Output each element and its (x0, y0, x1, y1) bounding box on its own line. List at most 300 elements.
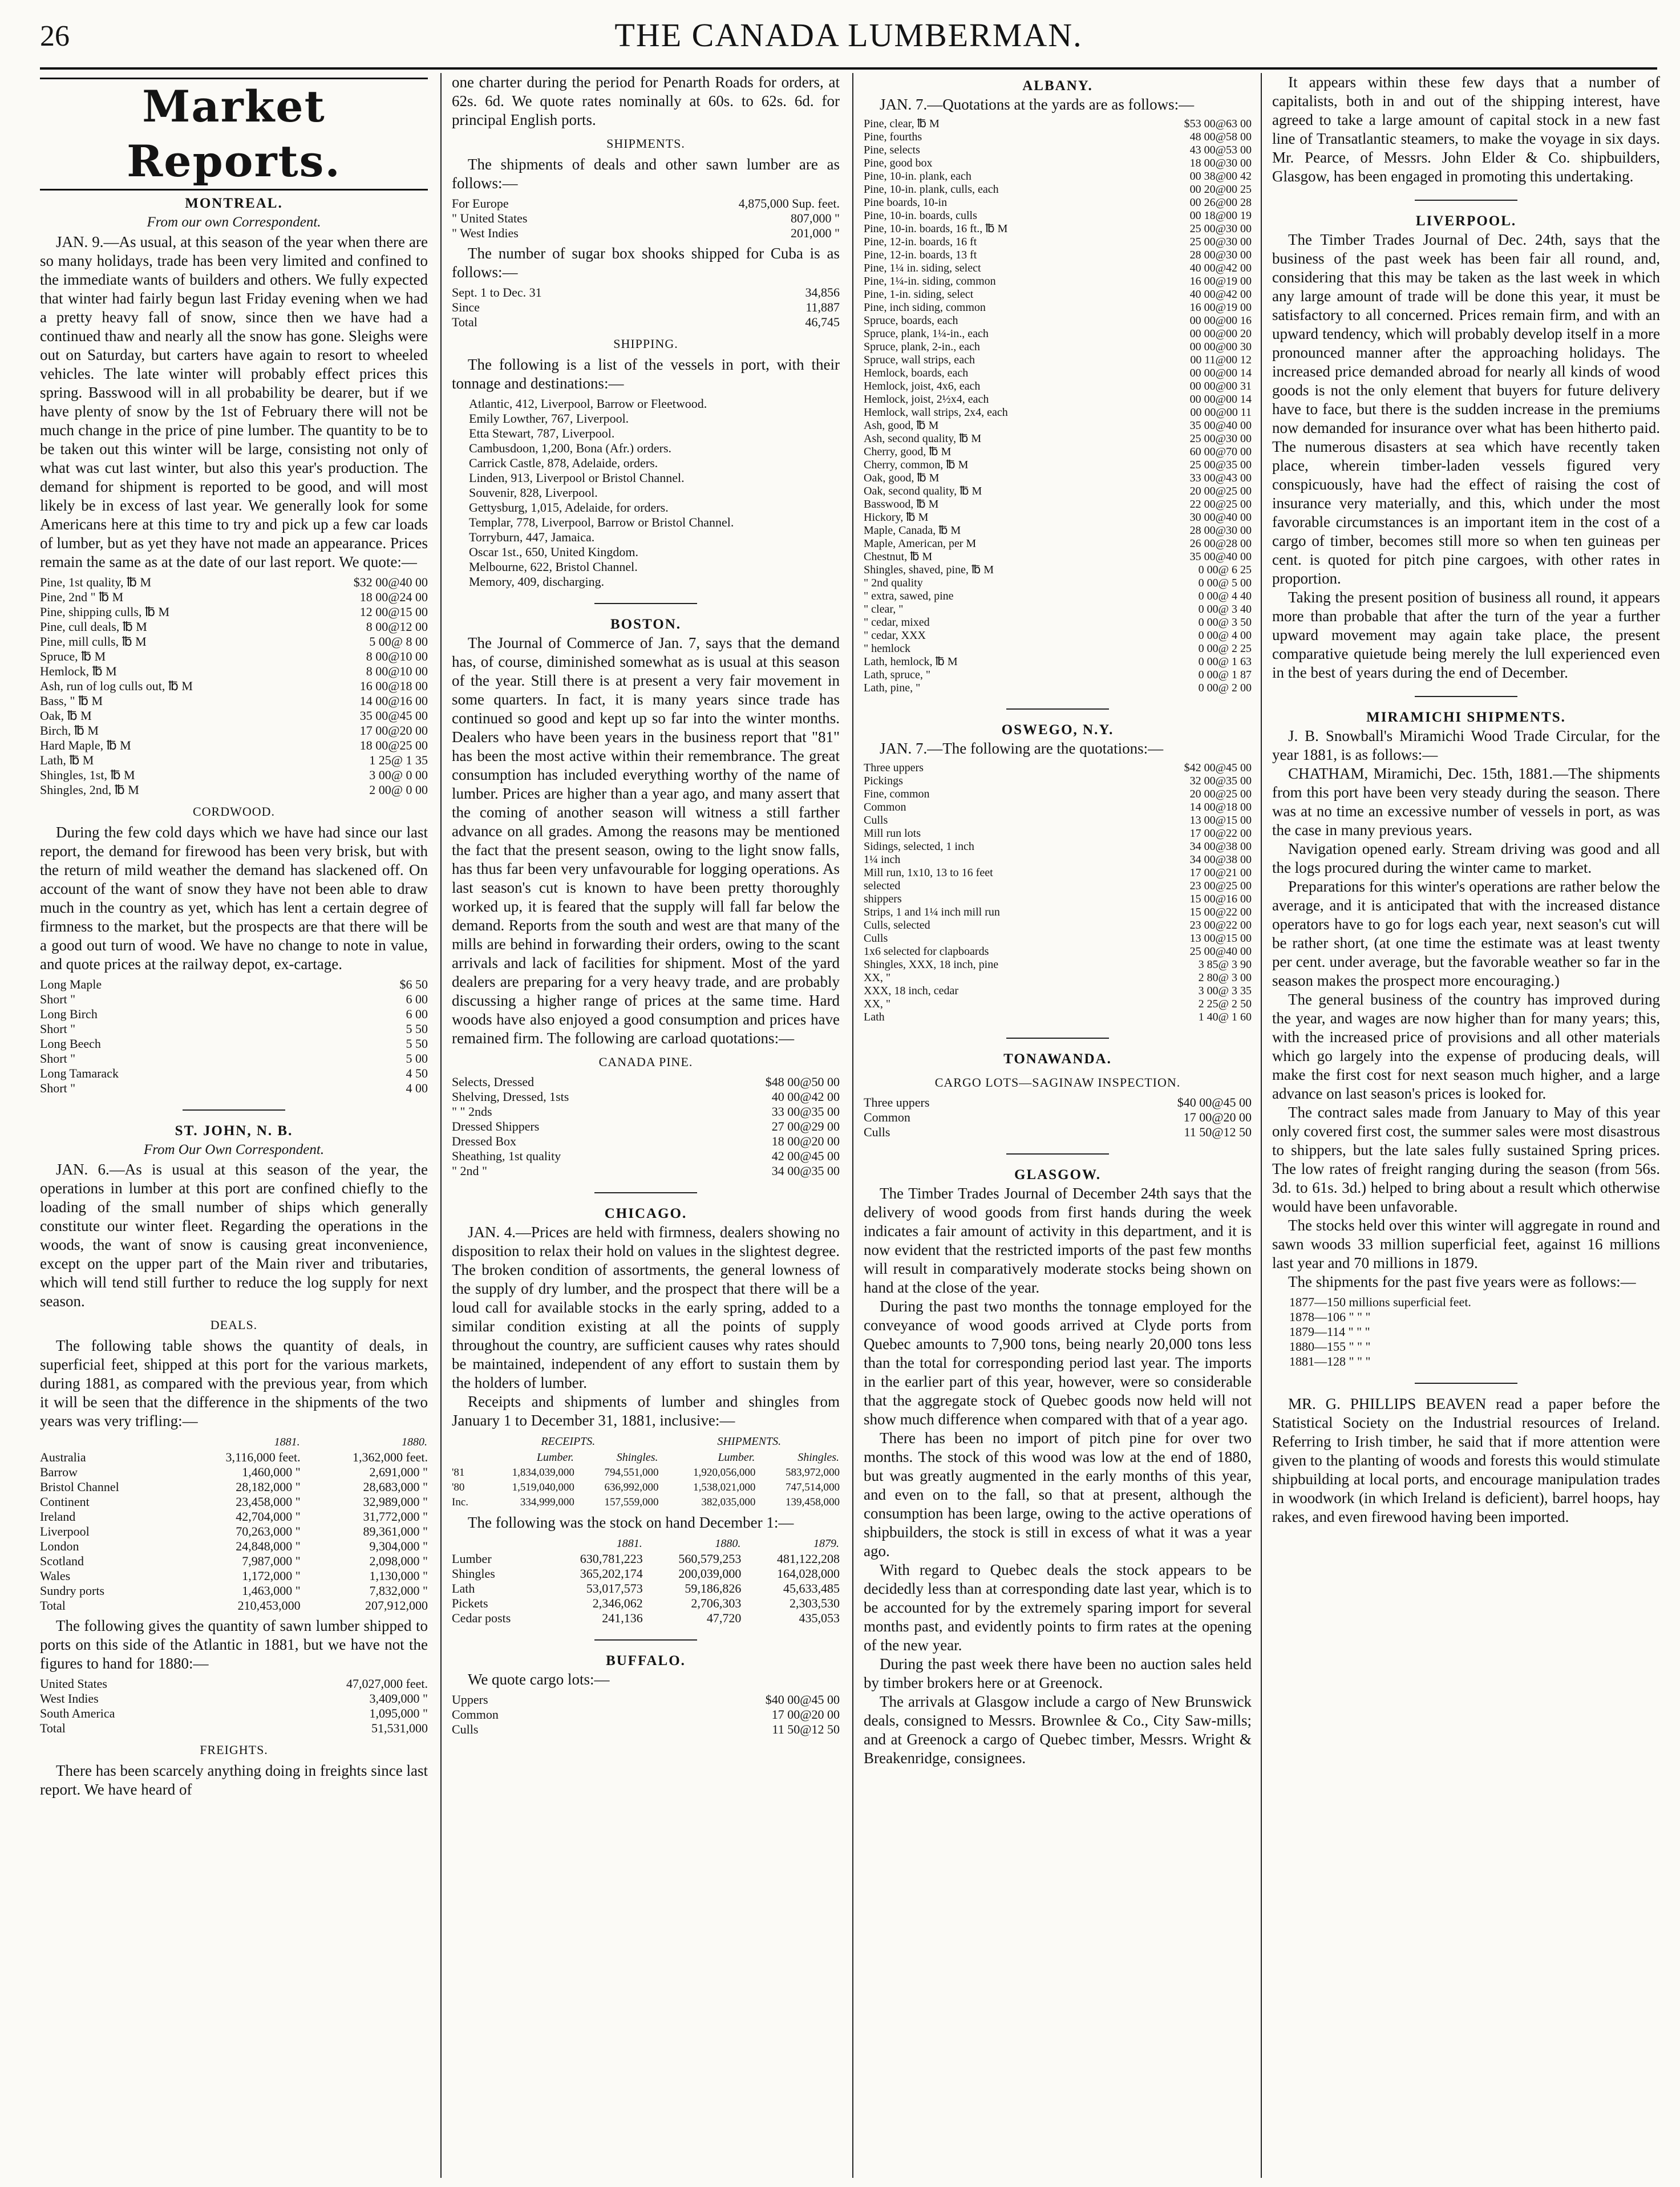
table-row (40, 753, 428, 768)
column-rule (852, 73, 853, 2178)
table-row (864, 906, 1252, 919)
list-item: 1879—114 " " " (1289, 1325, 1370, 1339)
list-item: Linden, 913, Liverpool or Bristol Channel. (469, 471, 685, 485)
table-row (864, 1011, 1252, 1024)
subsection-heading: FREIGHTS. (200, 1743, 268, 1757)
price-table-montreal (40, 575, 428, 797)
list-item: Memory, 409, discharging. (469, 574, 605, 589)
table-cell: Continent (40, 1495, 90, 1509)
table-row (864, 682, 1252, 695)
article-paragraph: With regard to Quebec deals the stock appears to be decidedly less than at corresponding date last year, which is to be accounted for by the extremely sparing import for several months past, and evidently points to firm rates at the opening of the new year. (864, 1561, 1252, 1654)
table-cell: 14 00@18 00 (1189, 801, 1252, 813)
table-cell: Spruce, plank, 2-in., each (864, 341, 980, 353)
table-cell: Pine, 10-in. boards, 16 ft., ℔ M (864, 222, 1008, 235)
table-cell: $40 00@45 00 (765, 1692, 840, 1707)
column-header: 1880. (402, 1436, 427, 1448)
column-rule (440, 73, 442, 2178)
table-cell: Bass, " ℔ M (40, 694, 103, 708)
table-cell: Spruce, wall strips, each (864, 354, 975, 366)
price-rows (40, 977, 428, 1096)
table-cell: 18 00@24 00 (359, 590, 428, 604)
table-row (864, 446, 1252, 459)
table-cell: Pickings (864, 775, 903, 787)
table-cell: 13 00@15 00 (1189, 932, 1252, 945)
table-cell: 31,772,000 " (363, 1509, 428, 1524)
five-year-list (1289, 1295, 1660, 1369)
article-paragraph: The following was the stock on hand December 1:— (468, 1514, 794, 1531)
table-cell: 32 00@35 00 (1189, 775, 1252, 787)
column-header: 1881. (274, 1436, 300, 1448)
table-row (40, 783, 428, 797)
table-cell: 28 00@30 00 (1189, 524, 1252, 537)
divider (1272, 189, 1660, 208)
table-cell: Hickory, ℔ M (864, 511, 929, 524)
table-row (452, 1075, 840, 1090)
table-cell: 00 00@00 30 (1189, 341, 1252, 353)
table-cell: " " 2nds (452, 1104, 492, 1119)
vessel-list (469, 396, 840, 589)
table-cell: 00 00@00 14 (1189, 393, 1252, 406)
columns (40, 73, 1660, 2178)
table-row (864, 170, 1252, 183)
table-cell: South America (40, 1706, 115, 1720)
table-row (40, 605, 428, 619)
table-row: Inc. 334,999,000 157,559,000 382,035,000 139,458,000 (452, 1496, 840, 1508)
table-cell: $40 00@45 00 (1177, 1095, 1252, 1109)
table-cell: 747,514,000 (786, 1481, 840, 1493)
table-row (864, 616, 1252, 629)
article-paragraph: JAN. 7.—The following are the quotations:— (880, 740, 1164, 757)
article-paragraph: JAN. 4.—Prices are held with firmness, dealers showing no disposition to relax their hold on values in the slightest degree. The broken condition of assortments, the general lowness of the supply of dry lumber, and the prospect that there will be a loud call for available stocks in the early spring, added to a similar condition existing at all the points of supply throughout the country, are sufficient causes why rates should be maintained, independent of any effort to sustain them by the holders of lumber. (452, 1224, 840, 1391)
table-cell: 25 00@30 00 (1189, 222, 1252, 235)
table-row (864, 629, 1252, 642)
table-cell: 0 00@ 6 25 (1198, 564, 1252, 576)
table-row: Total 46,745 (452, 315, 840, 329)
list-item: 1880—155 " " " (1289, 1339, 1371, 1354)
table-cell: 3 85@ 3 90 (1198, 958, 1252, 971)
table-cell: Oak, good, ℔ M (864, 472, 940, 484)
table-cell: 33 00@43 00 (1189, 472, 1252, 484)
table-cell: 16 00@19 00 (1189, 301, 1252, 314)
table-cell: Lath (864, 1011, 885, 1023)
table-cell: 1,130,000 " (369, 1569, 428, 1583)
article-heading-liverpool: LIVERPOOL. (1415, 213, 1517, 229)
article-paragraph: The general business of the country has improved during the year, and wages are now higher than for many years; this, with the increased price of provisions and all other materials which go largely into the expense of producing deals, will make the first cost for next season much higher, and a large advance on last season's prices is looked for. (1272, 991, 1660, 1102)
table-cell: Short " (40, 1022, 76, 1036)
table-cell: 794,551,000 (604, 1467, 659, 1479)
table-row (864, 301, 1252, 314)
table-cell: 16 00@19 00 (1189, 275, 1252, 287)
divider (452, 1182, 840, 1201)
column-group: RECEIPTS. (541, 1435, 596, 1448)
column-4 (1272, 73, 1660, 2178)
table-cell: 40 00@42 00 (1189, 262, 1252, 274)
table-cell: Hemlock, ℔ M (40, 664, 117, 678)
table-row (452, 1611, 840, 1626)
table-row (40, 1676, 428, 1691)
table-cell: 32,989,000 " (363, 1495, 428, 1509)
article-paragraph: During the past two months the tonnage employed for the conveyance of wood goods arrived at Clyde ports from Quebec amounts to 7,900 tons, being nearly 20,000 tons less than the total for corresponding period last year. The imports in the earlier part of this year, however, were so considerable that the aggregate stock of Quebec goods now held will not show much difference when compared with that of a year ago. (864, 1298, 1252, 1428)
table-row (452, 1465, 840, 1480)
table-cell: United States (40, 1676, 107, 1691)
article-paragraph: JAN. 9.—As usual, at this season of the year when there are so many holidays, trade has been very limited and confined to the immediate wants of builders and others. We fully expected that winter had fairly begun last Friday evening when we had a pretty heavy fall of snow, since then we have had a continued thaw and nearly all the snow has gone. Sleighs were out on Saturday, but carters have again to resort to wheeled vehicles. The late winter will probably effect prices this spring. Basswood will in all probability be dearer, but if we have plenty of snow by the 1st of February there will not be much change in the price of pine lumber. The quantity to be to be taken out this winter will be large, consisting not only of what was cut last winter, but also this year's production. The demand for shipment is reported to be good, and will most likely be in excess of last year. We generally look for some Americans here at this time to try and pick up a few car loads of lumber, but as yet they have not made an appearance. Prices remain the same as at the date of our last report. We quote:— (40, 233, 428, 570)
price-rows (864, 118, 1252, 695)
table-cell: 630,781,223 (580, 1552, 643, 1566)
paper-title: THE CANADA LUMBERMAN. (614, 17, 1083, 54)
shipments-rows (452, 196, 840, 241)
table-row (452, 211, 840, 226)
list-item: Gettysburg, 1,015, Adelaide, for orders. (469, 500, 669, 515)
divider (864, 1143, 1252, 1162)
table-cell: Barrow (40, 1465, 78, 1479)
sawn-table (40, 1676, 428, 1736)
table-cell: $6 50 (399, 977, 428, 991)
table-cell: Hemlock, wall strips, 2x4, each (864, 406, 1008, 419)
article-heading-buffalo: BUFFALO. (606, 1653, 686, 1668)
table-row (864, 642, 1252, 655)
table-cell: 8 00@10 00 (366, 649, 428, 663)
table-cell: Lath, hemlock, ℔ M (864, 655, 958, 668)
list-item: Melbourne, 622, Bristol Channel. (469, 560, 638, 574)
table-row (864, 550, 1252, 564)
table-cell: Bristol Channel (40, 1480, 119, 1494)
table-row (864, 459, 1252, 472)
table-row (864, 511, 1252, 524)
table-cell: 34 00@38 00 (1189, 853, 1252, 866)
table-cell: 3,409,000 " (369, 1691, 428, 1706)
table-cell: 40 00@42 00 (1189, 288, 1252, 301)
column-header: Shingles. (616, 1451, 658, 1464)
stock-table (452, 1536, 840, 1626)
table-cell: 60 00@70 00 (1189, 446, 1252, 458)
table-cell: Ash, good, ℔ M (864, 419, 939, 432)
table-cell: 583,972,000 (786, 1467, 840, 1479)
table-row (40, 1036, 428, 1051)
sugar-rows (452, 285, 840, 315)
subsection-heading: SHIPMENTS. (606, 136, 685, 151)
subsection-heading: CANADA PINE. (598, 1055, 693, 1069)
table-cell: 17 00@20 00 (359, 723, 428, 738)
table-row (40, 1569, 428, 1583)
tonawanda-table (864, 1095, 1252, 1140)
article-paragraph: JAN. 6.—As is usual at this season of the year, the operations in lumber at this port are confined chiefly to the loading of the small number of ships which generally constitute our winter fleet. Regarding the operations in the woods, the want of snow is causing great inconvenience, except on the upper part of the Main river and tributaries, which will tend still further to reduce the log supply for next season. (40, 1161, 428, 1310)
table-cell: 34 00@38 00 (1189, 840, 1252, 853)
list-item: Oscar 1st., 650, United Kingdom. (469, 545, 638, 559)
table-cell: 23 00@25 00 (1189, 880, 1252, 892)
table-cell: 7,832,000 " (369, 1583, 428, 1598)
table-cell: 14 00@16 00 (359, 694, 428, 708)
table-cell: 18 00@30 00 (1189, 157, 1252, 169)
table-cell: 20 00@25 00 (1189, 788, 1252, 800)
table-cell: 5 00 (406, 1051, 428, 1066)
table-row (452, 196, 840, 211)
table-cell: Pine, selects (864, 144, 920, 156)
table-row (864, 367, 1252, 380)
article-paragraph: The contract sales made from January to May of this year only covered first cost, the summer sales were most disastrous to shippers, but the late sales fully sustained Spring prices. The low rates of freight ranging during the season (from 56s. 3d. to 61s. 3d.) helped to bring about a result which otherwise would have been unfavorable. (1272, 1104, 1660, 1215)
table-row (864, 1110, 1252, 1125)
table-cell: 1,095,000 " (369, 1706, 428, 1720)
table-cell: '81 (452, 1467, 465, 1479)
article-subheading: From Our Own Correspondent. (143, 1142, 325, 1157)
article-heading-boston: BOSTON. (610, 617, 681, 632)
table-cell: Pine, good box (864, 157, 933, 169)
table-cell: 25 00@30 00 (1189, 432, 1252, 445)
table-cell: 26 00@28 00 (1189, 537, 1252, 550)
table-cell: 1x6 selected for clapboards (864, 945, 989, 958)
article-paragraph: It appears within these few days that a number of capitalists, both in and out of the shipping interest, have agreed to take a large amount of capital stock in a new fast line of Transatlantic steamers, to make the voyage in six days. Mr. Pearce, of Messrs. John Elder & Co. shipbuilders, Glasgow, has been engaged in promoting this undertaking. (1272, 74, 1660, 185)
table-cell: Long Tamarack (40, 1066, 119, 1080)
table-cell: 27 00@29 00 (771, 1119, 840, 1133)
table-row (40, 1539, 428, 1554)
table-cell: Culls, selected (864, 919, 930, 932)
table-row (864, 275, 1252, 288)
masthead (40, 16, 1657, 70)
table-row (864, 498, 1252, 511)
table-row (864, 577, 1252, 590)
table-row (40, 1480, 428, 1495)
article-paragraph: The Timber Trades Journal of Dec. 24th, says that the business of the past week has been fair all round, and, considering that this may be taken as the last week in which any large amount of trade will be done this year, it must be satisfactory to all concerned. Prices remain firm, and with an upward tendency, which will probably develop itself in a more pronounced manner after the approaching holidays. The increased price demanded abroad for nearly all kinds of wood goods is not the only element that buyers for future delivery have to face, but there is the sudden increase in the premiums now demanded for insurance over what has been hitherto paid. The numerous disasters at sea which have recently taken place, wherein timber-laden vessels figured very conspicuously, have had the effect of raising the cost of insurance very materially, and this, which under the most favorable circumstances is an important item in the cost of a cargo of timber, becomes still more so when ten guineas per cent. is quoted for pitch pine cargoes, with other rates in proportion. (1272, 231, 1660, 587)
table-cell: Pine, inch siding, common (864, 301, 986, 314)
table-row (864, 814, 1252, 827)
column-group: SHIPMENTS. (717, 1435, 782, 1448)
article-paragraph: Navigation opened early. Stream driving was good and all the logs procured during the winter came to market. (1272, 840, 1660, 876)
table-cell: Pine, 1-in. siding, select (864, 288, 974, 301)
table-cell: 0 00@ 3 40 (1198, 603, 1252, 615)
table-cell: 1,834,039,000 (512, 1467, 574, 1479)
table-row (452, 1104, 840, 1119)
albany-table (864, 118, 1252, 695)
column-1 (40, 73, 428, 2178)
table-cell: $32 00@40 00 (353, 575, 428, 589)
table-cell: 0 00@ 4 40 (1198, 590, 1252, 602)
table-row (864, 564, 1252, 577)
table-row (864, 406, 1252, 419)
table-row (864, 958, 1252, 971)
table-cell: Liverpool (40, 1524, 90, 1538)
table-cell: 15 00@22 00 (1189, 906, 1252, 918)
price-rows (864, 1095, 1252, 1140)
table-row (864, 1095, 1252, 1110)
table-cell: Australia (40, 1450, 86, 1464)
table-cell: Lath, spruce, " (864, 669, 931, 681)
table-cell: Selects, Dressed (452, 1075, 535, 1089)
list-item: Carrick Castle, 878, Adelaide, orders. (469, 456, 658, 470)
table-cell: 25 00@35 00 (1189, 459, 1252, 471)
divider (1272, 686, 1660, 704)
table-cell: 28,182,000 " (236, 1480, 301, 1494)
article-paragraph: J. B. Snowball's Miramichi Wood Trade Circular, for the year 1881, is as follows:— (1272, 727, 1660, 763)
table-cell: 9,304,000 " (369, 1539, 428, 1553)
receipts-rows (452, 1465, 840, 1495)
table-cell: 00 00@00 16 (1189, 314, 1252, 327)
table-cell: 807,000 " (791, 211, 840, 225)
table-row (864, 288, 1252, 301)
table-cell: 70,263,000 " (236, 1524, 301, 1538)
table-row (452, 1692, 840, 1707)
table-cell: 18 00@20 00 (771, 1134, 840, 1148)
table-cell: XXX, 18 inch, cedar (864, 985, 959, 997)
table-cell: Sidings, selected, 1 inch (864, 840, 974, 853)
table-row (864, 157, 1252, 170)
list-item: Templar, 778, Liverpool, Barrow or Bristol Channel. (469, 515, 734, 529)
table-cell: 7,987,000 " (242, 1554, 301, 1568)
table-cell: 00 18@00 19 (1189, 209, 1252, 222)
table-cell: 28,683,000 " (363, 1480, 428, 1494)
table-cell: Long Maple (40, 977, 102, 991)
table-row (40, 1066, 428, 1081)
table-cell: Shelving, Dressed, 1sts (452, 1090, 569, 1104)
table-cell: 17 00@20 00 (771, 1707, 840, 1722)
table-cell: 00 26@00 28 (1189, 196, 1252, 209)
table-row (864, 393, 1252, 406)
table-cell: 1,460,000 " (242, 1465, 301, 1479)
table-row (40, 1007, 428, 1022)
table-row (864, 880, 1252, 893)
table-cell: Cherry, common, ℔ M (864, 459, 969, 471)
table-cell: 5 00@ 8 00 (369, 634, 428, 649)
table-cell: 00 00@00 20 (1189, 327, 1252, 340)
price-rows (40, 575, 428, 797)
table-cell: 23,458,000 " (236, 1495, 301, 1509)
table-cell: 0 00@ 1 63 (1198, 655, 1252, 668)
table-row (864, 945, 1252, 958)
price-rows (864, 762, 1252, 1024)
table-cell: Pine, 1¼ in. siding, select (864, 262, 981, 274)
article-heading-stjohn: ST. JOHN, N. B. (175, 1123, 293, 1139)
table-row (864, 524, 1252, 537)
table-row (864, 762, 1252, 775)
table-cell: 17 00@22 00 (1189, 827, 1252, 840)
table-cell: 365,202,174 (580, 1566, 643, 1581)
table-row (40, 1495, 428, 1509)
article-paragraph: JAN. 7.—Quotations at the yards are as follows:— (880, 96, 1195, 113)
table-row (40, 619, 428, 634)
table-cell: 3,116,000 feet. (225, 1450, 301, 1464)
table-cell: For Europe (452, 196, 509, 210)
table-cell: Birch, ℔ M (40, 723, 99, 738)
table-cell: Hemlock, joist, 4x6, each (864, 380, 981, 392)
table-cell: Culls (864, 932, 888, 945)
stock-rows (452, 1552, 840, 1626)
table-row (864, 669, 1252, 682)
article-paragraph: The number of sugar box shooks shipped for Cuba is as follows:— (452, 245, 840, 281)
table-row (864, 354, 1252, 367)
table-row (864, 840, 1252, 853)
table-cell: Pine, 10-in. plank, culls, each (864, 183, 999, 196)
table-cell: Pine, shipping culls, ℔ M (40, 605, 170, 619)
column-header: Lumber. (718, 1451, 755, 1464)
table-cell: Strips, 1 and 1¼ inch mill run (864, 906, 1000, 918)
table-cell: 3 00@ 0 00 (369, 768, 428, 782)
table-cell: " clear, " (864, 603, 904, 615)
table-cell: " United States (452, 211, 528, 225)
list-item: 1878—106 " " " (1289, 1310, 1371, 1324)
table-cell: West Indies (40, 1691, 99, 1706)
table-row (40, 679, 428, 694)
table-cell: 2 80@ 3 00 (1198, 971, 1252, 984)
table-row (864, 590, 1252, 603)
table-cell: 28 00@30 00 (1189, 249, 1252, 261)
article-heading-oswego: OSWEGO, N.Y. (1001, 722, 1114, 738)
table-cell: 201,000 " (791, 226, 840, 240)
table-cell: '80 (452, 1481, 465, 1493)
table-cell: 12 00@15 00 (359, 605, 428, 619)
table-cell: 1,519,040,000 (512, 1481, 574, 1493)
table-row (452, 1134, 840, 1149)
table-cell: $48 00@50 00 (765, 1075, 840, 1089)
table-cell: 164,028,000 (777, 1566, 840, 1581)
table-row (40, 1051, 428, 1066)
table-cell: Pine, fourths (864, 131, 922, 143)
table-cell: 33 00@35 00 (771, 1104, 840, 1119)
column-header: Shingles. (798, 1451, 839, 1464)
table-cell: 00 00@00 11 (1190, 406, 1252, 419)
table-row (864, 801, 1252, 814)
table-row (40, 590, 428, 605)
table-row (864, 144, 1252, 157)
list-item: Cambusdoon, 1,200, Bona (Afr.) orders. (469, 441, 672, 455)
table-cell: 00 00@00 14 (1189, 367, 1252, 379)
table-row (452, 1480, 840, 1495)
table-cell: Cherry, good, ℔ M (864, 446, 952, 458)
table-cell: Pine, 10-in. boards, culls (864, 209, 977, 222)
table-cell: Basswood, ℔ M (864, 498, 939, 511)
table-cell: 00 11@00 12 (1190, 354, 1252, 366)
column-header: 1880. (715, 1537, 741, 1550)
table-row (452, 285, 840, 300)
table-cell: 636,992,000 (604, 1481, 659, 1493)
table-cell: Shingles, XXX, 18 inch, pine (864, 958, 999, 971)
table-row (864, 866, 1252, 880)
table-cell: XX, " (864, 998, 891, 1010)
table-cell: 16 00@18 00 (359, 679, 428, 693)
table-cell: 481,122,208 (777, 1552, 840, 1566)
table-row (40, 1554, 428, 1569)
table-row (864, 1125, 1252, 1140)
table-cell: 0 00@ 2 25 (1198, 642, 1252, 655)
table-cell: 0 00@ 5 00 (1198, 577, 1252, 589)
article-paragraph: The shipments for the past five years were as follows:— (1288, 1273, 1636, 1290)
table-cell: Long Beech (40, 1036, 101, 1051)
article-paragraph: MR. G. PHILLIPS BEAVEN read a paper before the Statistical Society on the Industrial resources of Ireland. Referring to Irish timber, he said that if more attention were given to the planting of woods and forests this would stimulate shipbuilding at local ports, and encourage manipulation trades in woodwork (in which Ireland is deficient), barrel hoops, hay rakes, and even firewood having been imported. (1272, 1395, 1660, 1525)
table-cell: " cedar, mixed (864, 616, 930, 629)
table-cell: Pine, 1st quality, ℔ M (40, 575, 152, 589)
table-row (40, 1691, 428, 1706)
article-paragraph: The Timber Trades Journal of December 24th says that the delivery of wood goods from first hands during the week indicates a fair amount of activity in this department, and it is now evident that the restricted imports of the past few months will result in comparatively moderate stocks being shown on hand at the close of the year. (864, 1185, 1252, 1296)
table-row (40, 708, 428, 723)
table-cell: Lumber (452, 1552, 492, 1566)
table-cell: Pine, cull deals, ℔ M (40, 619, 147, 634)
table-row (864, 655, 1252, 669)
canada-pine-table (452, 1075, 840, 1178)
divider (452, 593, 840, 611)
table-cell: 8 00@12 00 (366, 619, 428, 634)
table-cell: Pine, 2nd " ℔ M (40, 590, 124, 604)
table-cell: $42 00@45 00 (1184, 762, 1252, 774)
table-cell: 17 00@21 00 (1189, 866, 1252, 879)
price-table-cordwood (40, 977, 428, 1096)
table-cell: 2 25@ 2 50 (1198, 998, 1252, 1010)
table-cell: 17 00@20 00 (1183, 1110, 1252, 1124)
article-subheading: From our own Correspondent. (147, 214, 321, 230)
table-cell: Pine, mill culls, ℔ M (40, 634, 147, 649)
table-cell: Sheathing, 1st quality (452, 1149, 561, 1163)
oswego-table (864, 762, 1252, 1024)
article-paragraph: The shipments of deals and other sawn lumber are as follows:— (452, 156, 840, 192)
article-paragraph: The stocks held over this winter will aggregate in round and sawn woods 33 million superficial feet, against 16 millions last year and 70 millions in 1879. (1272, 1217, 1660, 1271)
table-row (40, 575, 428, 590)
table-cell: Maple, Canada, ℔ M (864, 524, 961, 537)
